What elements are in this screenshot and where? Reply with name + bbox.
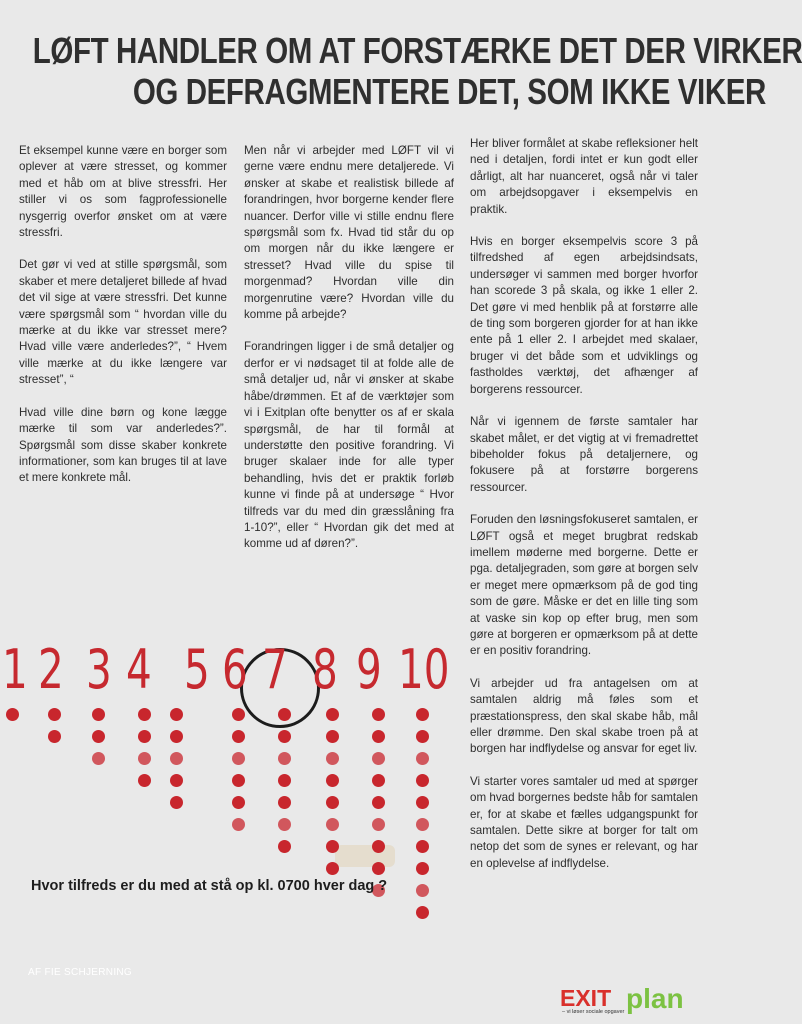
scale-dot bbox=[278, 840, 291, 853]
scale-dot bbox=[6, 708, 19, 721]
scale-dot bbox=[416, 862, 429, 875]
scale-dot bbox=[92, 730, 105, 743]
scale-dot bbox=[138, 708, 151, 721]
scale-dot bbox=[170, 730, 183, 743]
article-column-2 bbox=[244, 143, 454, 569]
scale-dot bbox=[278, 752, 291, 765]
scale-dot bbox=[326, 752, 339, 765]
scale-dot bbox=[326, 730, 339, 743]
scale-dot bbox=[372, 818, 385, 831]
scale-dot bbox=[232, 774, 245, 787]
paragraph: Det gør vi ved at stille spørgsmål, som skaber et mere detaljeret billede af hvad det vil sige at være stressfri. Det kunne være spørgsmål som “ hvordan ville du mærke at du ikke var stresset mere? Hvad ville være anderledes?”, “ Hvem ville mærke at du ikke længere var stresset”, “ bbox=[19, 258, 227, 387]
scale-dot bbox=[416, 840, 429, 853]
scale-dot bbox=[326, 796, 339, 809]
scale-number-4: 4 bbox=[126, 638, 152, 701]
scale-dot bbox=[170, 708, 183, 721]
article-column-3 bbox=[470, 136, 698, 888]
rating-scale-photo bbox=[0, 640, 460, 940]
scale-number-10: 10 bbox=[398, 638, 450, 701]
paragraph: Hvad ville dine børn og kone lægge mærke til som var anderledes?”. Spørgsmål som disse skaber konkrete informationer, som kan bruges til at lave et mere konkrete mål. bbox=[19, 405, 227, 485]
scale-dot bbox=[416, 730, 429, 743]
scale-dot bbox=[232, 796, 245, 809]
paragraph: Vi starter vores samtaler ud med at spørger om hvad borgernes bedste håb for samtalen er, for at skabe et fælles udgangspunkt for samtalen. Dette sikre at borger for talt om netop det som de synes er relevant, og har en oplevelse af indflydelse. bbox=[470, 774, 698, 870]
scale-dot bbox=[92, 752, 105, 765]
headline-line-1: LØFT HANDLER OM AT FORSTÆRKE DET DER VIRKER bbox=[32, 30, 802, 71]
scale-dot bbox=[326, 708, 339, 721]
scale-dot bbox=[170, 774, 183, 787]
scale-dot bbox=[326, 862, 339, 875]
paragraph: Her bliver formålet at skabe refleksioner helt ned i detaljen, fordi intet er kun godt eller dårligt, alt har nuanceret, også når vi taler om arbejdsopgaver i eksempelvis en praktik. bbox=[470, 137, 698, 216]
scale-dot bbox=[372, 862, 385, 875]
paragraph: Et eksempel kunne være en borger som oplever at være stresset, og kommer med et håb om at blive stressfri. Her stiller vi os som fagprofessionelle nysgerrig overfor ønsket om at være stressfri. bbox=[19, 144, 227, 240]
scale-dot bbox=[416, 708, 429, 721]
scale-dot bbox=[138, 774, 151, 787]
scale-dot bbox=[232, 730, 245, 743]
scale-number-8: 8 bbox=[312, 638, 338, 701]
scale-dot bbox=[372, 840, 385, 853]
paragraph: Foruden den løsningsfokuseret samtalen, er LØFT også et meget brugbrat redskab imellem møderne med borgerne. Dette er pga. detaljegraden, som gøre at borgen selv er meget mere opmærksom på de god ting som de gøre. Måske er det en lille ting som at vaske sin kop op efter brug, men som gøre at borgeren er opmærksom på at dette er en positiv forandring. bbox=[470, 513, 698, 658]
smudge-mark bbox=[335, 845, 395, 867]
scale-dot bbox=[48, 708, 61, 721]
scale-dot bbox=[372, 730, 385, 743]
paragraph: Men når vi arbejder med LØFT vil vi gerne være endnu mere detaljerede. Vi ønsker at skabe et realistisk billede af forandringen, hvor borgerne kender flere nuancer. Derfor ville vi stille endnu flere spørgsmål som fx. Hvad tid står du op om morgen når du ikke længere er stresset? Hvad ville du spise til morgenmad? Hvordan ville din morgenrutine være? Hvordan ville du komme på arbejde? bbox=[244, 144, 454, 322]
scale-question: Hvor tilfreds er du med at stå op kl. 0700 hver dag ? bbox=[31, 878, 388, 894]
scale-dot bbox=[232, 818, 245, 831]
article-column-1 bbox=[19, 143, 227, 503]
scale-dot bbox=[232, 708, 245, 721]
scale-dot bbox=[278, 796, 291, 809]
scale-dot bbox=[170, 752, 183, 765]
scale-dot bbox=[138, 730, 151, 743]
scale-dot bbox=[416, 752, 429, 765]
paragraph: Forandringen ligger i de små detaljer og derfor er vi nødsaget til at folde alle de små detaljer ud, når vi ønsker at skabe håbe/drømmen. Et af de værktøjer som vi i Exitplan ofte benytter os af er skala spørgsmål, de har til formål at understøtte den positive forandring. Vi bruger skalaer inde for alle typer behandling, hvis det er praktik forløb kunne vi finde på at undersøge “ Hvor tilfreds var du med din græsslåning fra 1-10?”, eller “ Hvordan gik det med at komme ud af døren?”. bbox=[244, 340, 454, 551]
paragraph: Når vi igennem de første samtaler har skabet målet, er det vigtig at vi fremadrettet bibeholder fokus på detaljernere, og fokusere på at forstørre borgerens ressourcer. bbox=[470, 415, 698, 494]
scale-dot bbox=[372, 708, 385, 721]
headline-line-2: OG DEFRAGMENTERE DET, SOM IKKE VIKER bbox=[132, 71, 766, 112]
scale-number-9: 9 bbox=[356, 638, 382, 701]
scale-dot bbox=[92, 708, 105, 721]
scale-dot bbox=[278, 708, 291, 721]
scale-dot bbox=[416, 818, 429, 831]
paragraph: Vi arbejder ud fra antagelsen om at samtalen aldrig må føles som et præstationspress, den skal skabe håb, mål eller drømme. Den skal skabe troen på at borgen har indflydelse og ansvar for eget liv. bbox=[470, 676, 698, 756]
scale-number-7: 7 bbox=[262, 638, 288, 701]
logo-exit: EXIT bbox=[560, 985, 612, 1011]
scale-dot bbox=[416, 796, 429, 809]
scale-dot bbox=[278, 730, 291, 743]
scale-number-2: 2 bbox=[38, 638, 64, 701]
scale-number-6: 6 bbox=[222, 638, 248, 701]
scale-dot bbox=[170, 796, 183, 809]
scale-dot bbox=[416, 774, 429, 787]
scale-dot bbox=[232, 752, 245, 765]
byline: AF FIE SCHJERNING bbox=[28, 967, 132, 978]
logo-tagline: – vi løser sociale opgaver bbox=[562, 1009, 625, 1015]
scale-dot bbox=[278, 774, 291, 787]
scale-dot bbox=[138, 752, 151, 765]
scale-dot bbox=[326, 774, 339, 787]
logo-plan: plan bbox=[626, 983, 684, 1014]
scale-number-3: 3 bbox=[86, 638, 112, 701]
scale-dot bbox=[372, 796, 385, 809]
scale-dot bbox=[278, 818, 291, 831]
scale-number-1: 1 bbox=[2, 638, 28, 701]
scale-number-5: 5 bbox=[184, 638, 210, 701]
scale-dot bbox=[326, 818, 339, 831]
paragraph: Hvis en borger eksempelvis score 3 på tilfredshed af egen arbejdsindsats, undersøger vi sammen med borger hvorfor han scorede 3 på skala, og ikke 1 eller 2. Det gøre vi med henblik på at forstørre alle de ting som borgeren gjorder for at han ikke ente på 1 eller 2. I arbejdet med skalaer, bruger vi det både som et udviklings og fastholdes værktøj, det afhænger af borgerens ressourcer. bbox=[470, 235, 698, 396]
scale-dot bbox=[372, 774, 385, 787]
scale-dot bbox=[416, 884, 429, 897]
scale-dot bbox=[326, 840, 339, 853]
scale-dot bbox=[372, 752, 385, 765]
scale-dot bbox=[416, 906, 429, 919]
scale-dot bbox=[48, 730, 61, 743]
exitplan-logo bbox=[560, 985, 700, 1021]
